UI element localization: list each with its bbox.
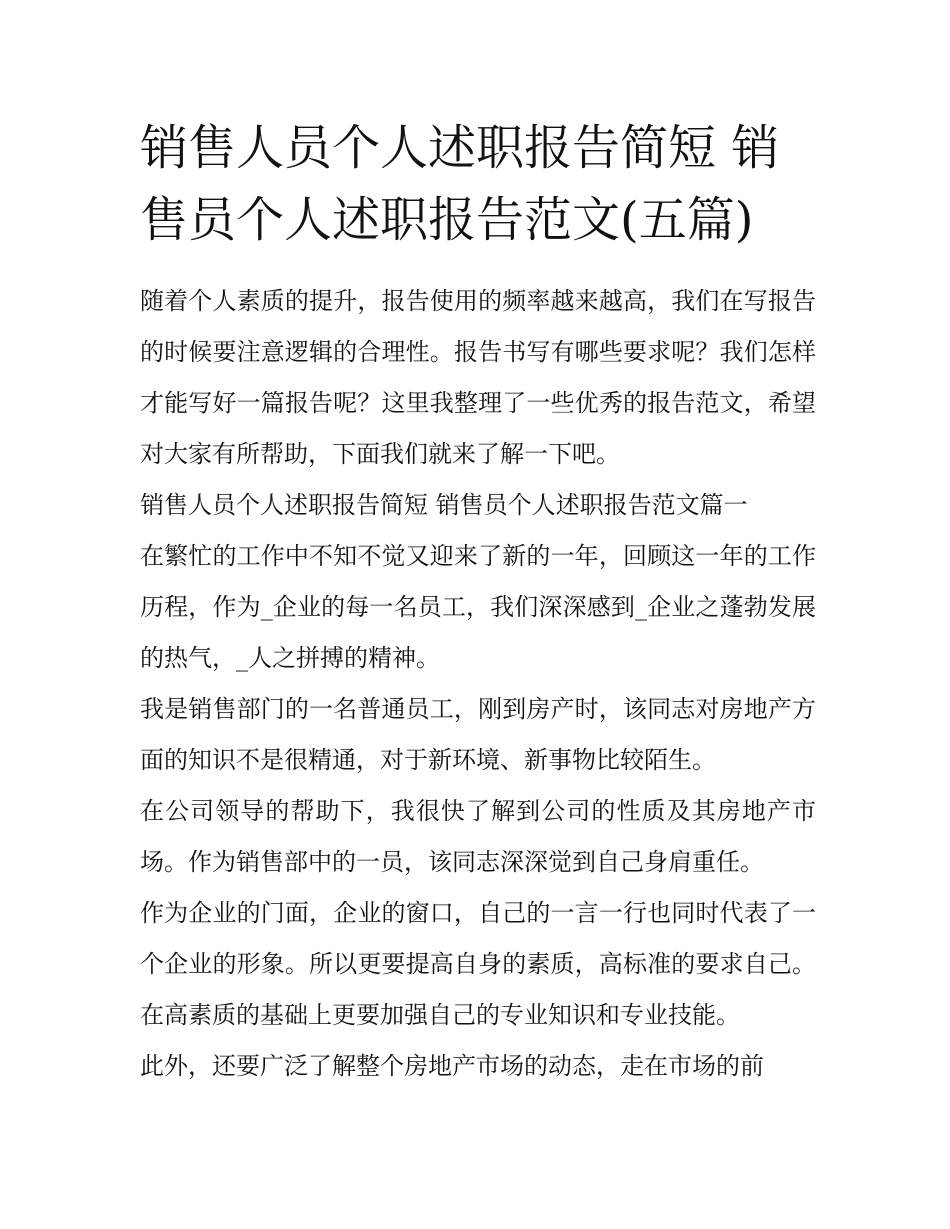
paragraph-section-heading: 销售人员个人述职报告简短 销售员个人述职报告范文篇一 [140, 491, 748, 519]
paragraph-intro: 随着个人素质的提升，报告使用的频率越来越高，我们在写报告的时候要注意逻辑的合理性。报告书写有哪些要求呢？我们怎样才能写好一篇报告呢？这里我整理了一些优秀的报告范文，希望对大家有所帮助，下面我们就来了解一下吧。 [140, 287, 816, 468]
paragraph: 我是销售部门的一名普通员工，刚到房产时，该同志对房地产方面的知识不是很精通，对于新环境、新事物比较陌生。 [140, 695, 816, 774]
document-body [140, 276, 816, 1092]
paragraph: 在繁忙的工作中不知不觉又迎来了新的一年，回顾这一年的工作历程，作为_企业的每一名员工，我们深深感到_企业之蓬勃发展的热气，_人之拼搏的精神。 [140, 542, 816, 672]
paragraph: 在公司领导的帮助下，我很快了解到公司的性质及其房地产市场。作为销售部中的一员，该同志深深觉到自己身肩重任。 [140, 797, 816, 876]
paragraph: 此外，还要广泛了解整个房地产市场的动态，走在市场的前 [140, 1052, 764, 1080]
paragraph: 作为企业的门面，企业的窗口，自己的一言一行也同时代表了一个企业的形象。所以更要提高自身的素质，高标准的要求自己。在高素质的基础上更要加强自己的专业知识和专业技能。 [140, 899, 816, 1029]
document-title: 销售人员个人述职报告简短 销售员个人述职报告范文(五篇) [140, 120, 780, 248]
